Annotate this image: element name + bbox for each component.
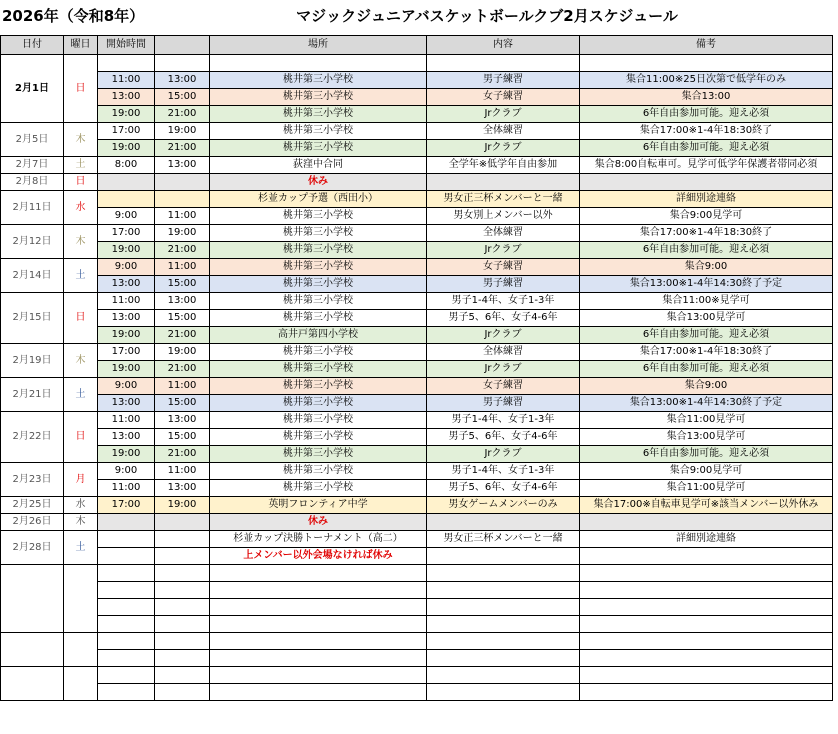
notes-cell — [580, 650, 833, 667]
date-cell: 2月15日 — [1, 293, 64, 344]
content-cell: 男子5、6年、女子4-6年 — [427, 480, 580, 497]
content-cell — [427, 650, 580, 667]
place-cell: 桃井第三小学校 — [210, 412, 427, 429]
date-cell — [1, 633, 64, 667]
place-cell — [210, 684, 427, 701]
place-cell: 桃井第三小学校 — [210, 429, 427, 446]
notes-cell: 集合11:00見学可 — [580, 412, 833, 429]
date-cell: 2月28日 — [1, 531, 64, 565]
place-cell: 桃井第三小学校 — [210, 310, 427, 327]
place-cell: 桃井第三小学校 — [210, 276, 427, 293]
place-cell: 杉並カップ決勝トーナメント（高二） — [210, 531, 427, 548]
date-cell: 2月14日 — [1, 259, 64, 293]
notes-cell — [580, 174, 833, 191]
table-row — [1, 242, 833, 259]
place-cell — [210, 55, 427, 72]
notes-cell — [580, 633, 833, 650]
weekday-cell: 土 — [64, 378, 98, 412]
table-row — [1, 531, 833, 548]
notes-cell: 集合9:00見学可 — [580, 463, 833, 480]
date-cell: 2月21日 — [1, 378, 64, 412]
notes-cell: 6年自由参加可能。迎え必須 — [580, 327, 833, 344]
date-cell: 2月25日 — [1, 497, 64, 514]
date-cell: 2月7日 — [1, 157, 64, 174]
content-cell — [427, 174, 580, 191]
content-cell: Jrクラブ — [427, 140, 580, 157]
place-cell: 桃井第三小学校 — [210, 225, 427, 242]
end-cell: 11:00 — [155, 463, 210, 480]
place-cell: 桃井第三小学校 — [210, 344, 427, 361]
empty-row — [1, 650, 833, 667]
date-cell: 2月11日 — [1, 191, 64, 225]
place-cell — [210, 650, 427, 667]
start-cell — [98, 514, 155, 531]
start-cell — [98, 650, 155, 667]
start-cell — [98, 616, 155, 633]
end-cell: 21:00 — [155, 242, 210, 259]
notes-cell: 集合13:00※1-4年14:30終了予定 — [580, 276, 833, 293]
weekday-cell: 水 — [64, 191, 98, 225]
content-cell — [427, 599, 580, 616]
content-cell — [427, 514, 580, 531]
start-cell: 17:00 — [98, 123, 155, 140]
end-cell: 15:00 — [155, 310, 210, 327]
start-cell: 11:00 — [98, 480, 155, 497]
place-cell — [210, 565, 427, 582]
table-row — [1, 55, 833, 72]
content-cell — [427, 616, 580, 633]
table-row — [1, 191, 833, 208]
weekday-cell: 木 — [64, 225, 98, 259]
content-cell: 男子5、6年、女子4-6年 — [427, 429, 580, 446]
place-cell — [210, 582, 427, 599]
content-cell: 男子1-4年、女子1-3年 — [427, 412, 580, 429]
table-row — [1, 514, 833, 531]
end-cell — [155, 514, 210, 531]
content-cell — [427, 565, 580, 582]
weekday-cell: 日 — [64, 293, 98, 344]
place-cell — [210, 667, 427, 684]
table-row — [1, 344, 833, 361]
content-cell — [427, 548, 580, 565]
col-header-place: 場所 — [210, 36, 427, 55]
content-cell: Jrクラブ — [427, 361, 580, 378]
notes-cell: 6年自由参加可能。迎え必須 — [580, 242, 833, 259]
start-cell — [98, 599, 155, 616]
place-cell: 桃井第三小学校 — [210, 242, 427, 259]
notes-cell: 集合13:00※1-4年14:30終了予定 — [580, 395, 833, 412]
table-row — [1, 276, 833, 293]
start-cell — [98, 582, 155, 599]
end-cell: 21:00 — [155, 327, 210, 344]
notes-cell: 集合9:00 — [580, 378, 833, 395]
end-cell — [155, 650, 210, 667]
end-cell: 15:00 — [155, 89, 210, 106]
weekday-cell: 土 — [64, 531, 98, 565]
content-cell: 男子5、6年、女子4-6年 — [427, 310, 580, 327]
end-cell: 19:00 — [155, 344, 210, 361]
place-cell — [210, 599, 427, 616]
table-row — [1, 123, 833, 140]
content-cell: 男子練習 — [427, 72, 580, 89]
col-header-date: 日付 — [1, 36, 64, 55]
end-cell: 11:00 — [155, 259, 210, 276]
weekday-cell: 木 — [64, 344, 98, 378]
content-cell: 男子1-4年、女子1-3年 — [427, 463, 580, 480]
weekday-cell: 木 — [64, 123, 98, 157]
end-cell — [155, 616, 210, 633]
notes-cell — [580, 667, 833, 684]
notes-cell: 集合13:00 — [580, 89, 833, 106]
content-cell: 男女別上メンバー以外 — [427, 208, 580, 225]
table-row — [1, 293, 833, 310]
place-cell: 桃井第三小学校 — [210, 463, 427, 480]
notes-cell: 集合8:00自転車可。見学可低学年保護者帯同必須 — [580, 157, 833, 174]
end-cell: 13:00 — [155, 293, 210, 310]
table-row — [1, 446, 833, 463]
header-row — [1, 36, 833, 55]
end-cell — [155, 531, 210, 548]
place-cell: 高井戸第四小学校 — [210, 327, 427, 344]
start-cell — [98, 191, 155, 208]
table-row — [1, 429, 833, 446]
place-cell: 英明フロンティア中学 — [210, 497, 427, 514]
empty-row — [1, 599, 833, 616]
place-cell: 桃井第三小学校 — [210, 480, 427, 497]
notes-cell: 6年自由参加可能。迎え必須 — [580, 361, 833, 378]
end-cell: 13:00 — [155, 72, 210, 89]
start-cell: 19:00 — [98, 327, 155, 344]
notes-cell — [580, 514, 833, 531]
content-cell: 男女正三杯メンバーと一緒 — [427, 191, 580, 208]
start-cell: 11:00 — [98, 293, 155, 310]
notes-cell: 集合13:00見学可 — [580, 310, 833, 327]
table-row — [1, 140, 833, 157]
end-cell — [155, 565, 210, 582]
end-cell: 13:00 — [155, 157, 210, 174]
place-cell: 桃井第三小学校 — [210, 140, 427, 157]
table-row — [1, 463, 833, 480]
notes-cell: 集合11:00※25日次第で低学年のみ — [580, 72, 833, 89]
start-cell: 13:00 — [98, 310, 155, 327]
notes-cell: 集合11:00※見学可 — [580, 293, 833, 310]
end-cell: 15:00 — [155, 429, 210, 446]
empty-row — [1, 582, 833, 599]
notes-cell: 集合11:00見学可 — [580, 480, 833, 497]
notes-cell: 集合17:00※1-4年18:30終了 — [580, 344, 833, 361]
place-cell: 杉並カップ予選（西田小） — [210, 191, 427, 208]
date-cell: 2月22日 — [1, 412, 64, 463]
date-cell: 2月5日 — [1, 123, 64, 157]
table-row — [1, 378, 833, 395]
content-cell: 男子1-4年、女子1-3年 — [427, 293, 580, 310]
content-cell: 男子練習 — [427, 276, 580, 293]
end-cell — [155, 599, 210, 616]
place-cell: 桃井第三小学校 — [210, 361, 427, 378]
table-row — [1, 225, 833, 242]
content-cell: 男女正三杯メンバーと一緒 — [427, 531, 580, 548]
start-cell — [98, 667, 155, 684]
weekday-cell — [64, 667, 98, 701]
col-header-content: 内容 — [427, 36, 580, 55]
schedule-table — [0, 35, 833, 701]
notes-cell — [580, 684, 833, 701]
content-cell — [427, 582, 580, 599]
table-row — [1, 72, 833, 89]
table-row — [1, 259, 833, 276]
notes-cell: 詳細別途連絡 — [580, 191, 833, 208]
weekday-cell: 土 — [64, 157, 98, 174]
start-cell — [98, 55, 155, 72]
table-row — [1, 157, 833, 174]
start-cell: 9:00 — [98, 259, 155, 276]
start-cell: 19:00 — [98, 242, 155, 259]
notes-cell: 集合9:00 — [580, 259, 833, 276]
notes-cell: 詳細別途連絡 — [580, 531, 833, 548]
date-cell: 2月12日 — [1, 225, 64, 259]
date-cell: 2月23日 — [1, 463, 64, 497]
start-cell — [98, 548, 155, 565]
content-cell: 女子練習 — [427, 378, 580, 395]
end-cell: 21:00 — [155, 106, 210, 123]
notes-cell — [580, 55, 833, 72]
weekday-cell: 土 — [64, 259, 98, 293]
content-cell: 男子練習 — [427, 395, 580, 412]
place-cell: 桃井第三小学校 — [210, 259, 427, 276]
content-cell: 全体練習 — [427, 344, 580, 361]
end-cell — [155, 684, 210, 701]
notes-cell — [580, 599, 833, 616]
end-cell: 11:00 — [155, 378, 210, 395]
notes-cell — [580, 548, 833, 565]
notes-cell: 集合17:00※1-4年18:30終了 — [580, 225, 833, 242]
start-cell: 19:00 — [98, 140, 155, 157]
content-cell: 男女ゲームメンバーのみ — [427, 497, 580, 514]
empty-row — [1, 565, 833, 582]
empty-row — [1, 633, 833, 650]
place-cell — [210, 633, 427, 650]
content-cell: Jrクラブ — [427, 242, 580, 259]
content-cell: 全学年※低学年自由参加 — [427, 157, 580, 174]
content-cell — [427, 633, 580, 650]
end-cell — [155, 667, 210, 684]
table-row — [1, 327, 833, 344]
end-cell: 15:00 — [155, 395, 210, 412]
table-row — [1, 480, 833, 497]
content-cell: Jrクラブ — [427, 446, 580, 463]
year-label: 2026年（令和8年） — [2, 7, 145, 25]
content-cell: 全体練習 — [427, 123, 580, 140]
start-cell: 19:00 — [98, 361, 155, 378]
place-cell: 桃井第三小学校 — [210, 72, 427, 89]
start-cell: 13:00 — [98, 429, 155, 446]
notes-cell: 6年自由参加可能。迎え必須 — [580, 446, 833, 463]
weekday-cell: 日 — [64, 55, 98, 123]
start-cell: 13:00 — [98, 89, 155, 106]
notes-cell: 6年自由参加可能。迎え必須 — [580, 140, 833, 157]
end-cell: 13:00 — [155, 480, 210, 497]
content-cell: Jrクラブ — [427, 106, 580, 123]
notes-cell: 集合17:00※自転車見学可※該当メンバー以外休み — [580, 497, 833, 514]
start-cell: 9:00 — [98, 463, 155, 480]
notes-cell: 集合9:00見学可 — [580, 208, 833, 225]
end-cell — [155, 633, 210, 650]
content-cell: 女子練習 — [427, 259, 580, 276]
schedule-title: マジックジュニアバスケットボールクブ2月スケジュール — [296, 7, 678, 25]
weekday-cell: 日 — [64, 412, 98, 463]
weekday-cell: 日 — [64, 174, 98, 191]
empty-row — [1, 684, 833, 701]
weekday-cell — [64, 565, 98, 633]
content-cell — [427, 55, 580, 72]
place-cell: 桃井第三小学校 — [210, 378, 427, 395]
end-cell: 21:00 — [155, 361, 210, 378]
end-cell: 19:00 — [155, 225, 210, 242]
empty-row — [1, 616, 833, 633]
place-cell: 桃井第三小学校 — [210, 123, 427, 140]
table-row — [1, 361, 833, 378]
notes-cell — [580, 616, 833, 633]
place-cell: 上メンバー以外会場なければ休み — [210, 548, 427, 565]
place-cell: 桃井第三小学校 — [210, 89, 427, 106]
date-cell — [1, 667, 64, 701]
start-cell: 19:00 — [98, 446, 155, 463]
start-cell: 13:00 — [98, 395, 155, 412]
table-row — [1, 412, 833, 429]
end-cell — [155, 191, 210, 208]
end-cell: 13:00 — [155, 412, 210, 429]
col-header-start-time: 開始時間 — [98, 36, 155, 55]
start-cell: 17:00 — [98, 497, 155, 514]
place-cell: 桃井第三小学校 — [210, 395, 427, 412]
place-cell: 桃井第三小学校 — [210, 106, 427, 123]
notes-cell: 集合13:00見学可 — [580, 429, 833, 446]
place-cell: 桃井第三小学校 — [210, 293, 427, 310]
end-cell — [155, 582, 210, 599]
start-cell — [98, 174, 155, 191]
start-cell: 11:00 — [98, 412, 155, 429]
start-cell: 11:00 — [98, 72, 155, 89]
table-row — [1, 395, 833, 412]
place-cell: 桃井第三小学校 — [210, 208, 427, 225]
start-cell: 9:00 — [98, 378, 155, 395]
start-cell: 8:00 — [98, 157, 155, 174]
table-row — [1, 310, 833, 327]
notes-cell — [580, 582, 833, 599]
content-cell: Jrクラブ — [427, 327, 580, 344]
start-cell — [98, 633, 155, 650]
place-cell: 休み — [210, 174, 427, 191]
end-cell: 21:00 — [155, 446, 210, 463]
table-row — [1, 89, 833, 106]
start-cell — [98, 684, 155, 701]
start-cell — [98, 565, 155, 582]
start-cell — [98, 531, 155, 548]
table-row — [1, 208, 833, 225]
start-cell: 17:00 — [98, 225, 155, 242]
col-header-end-time — [155, 36, 210, 55]
col-header-notes: 備考 — [580, 36, 833, 55]
weekday-cell: 水 — [64, 497, 98, 514]
table-row — [1, 497, 833, 514]
weekday-cell — [64, 633, 98, 667]
end-cell: 11:00 — [155, 208, 210, 225]
empty-row — [1, 667, 833, 684]
content-cell — [427, 667, 580, 684]
table-row — [1, 174, 833, 191]
date-cell: 2月1日 — [1, 55, 64, 123]
place-cell: 桃井第三小学校 — [210, 446, 427, 463]
content-cell — [427, 684, 580, 701]
table-row — [1, 548, 833, 565]
end-cell — [155, 548, 210, 565]
start-cell: 17:00 — [98, 344, 155, 361]
notes-cell: 集合17:00※1-4年18:30終了 — [580, 123, 833, 140]
start-cell: 13:00 — [98, 276, 155, 293]
place-cell — [210, 616, 427, 633]
table-row — [1, 106, 833, 123]
end-cell: 19:00 — [155, 123, 210, 140]
start-cell: 19:00 — [98, 106, 155, 123]
end-cell: 21:00 — [155, 140, 210, 157]
date-cell: 2月8日 — [1, 174, 64, 191]
place-cell: 荻窪中合同 — [210, 157, 427, 174]
end-cell: 15:00 — [155, 276, 210, 293]
end-cell — [155, 174, 210, 191]
content-cell: 女子練習 — [427, 89, 580, 106]
date-cell: 2月19日 — [1, 344, 64, 378]
date-cell — [1, 565, 64, 633]
date-cell: 2月26日 — [1, 514, 64, 531]
notes-cell: 6年自由参加可能。迎え必須 — [580, 106, 833, 123]
place-cell: 休み — [210, 514, 427, 531]
end-cell: 19:00 — [155, 497, 210, 514]
weekday-cell: 木 — [64, 514, 98, 531]
col-header-weekday: 曜日 — [64, 36, 98, 55]
start-cell: 9:00 — [98, 208, 155, 225]
weekday-cell: 月 — [64, 463, 98, 497]
content-cell: 全体練習 — [427, 225, 580, 242]
end-cell — [155, 55, 210, 72]
notes-cell — [580, 565, 833, 582]
